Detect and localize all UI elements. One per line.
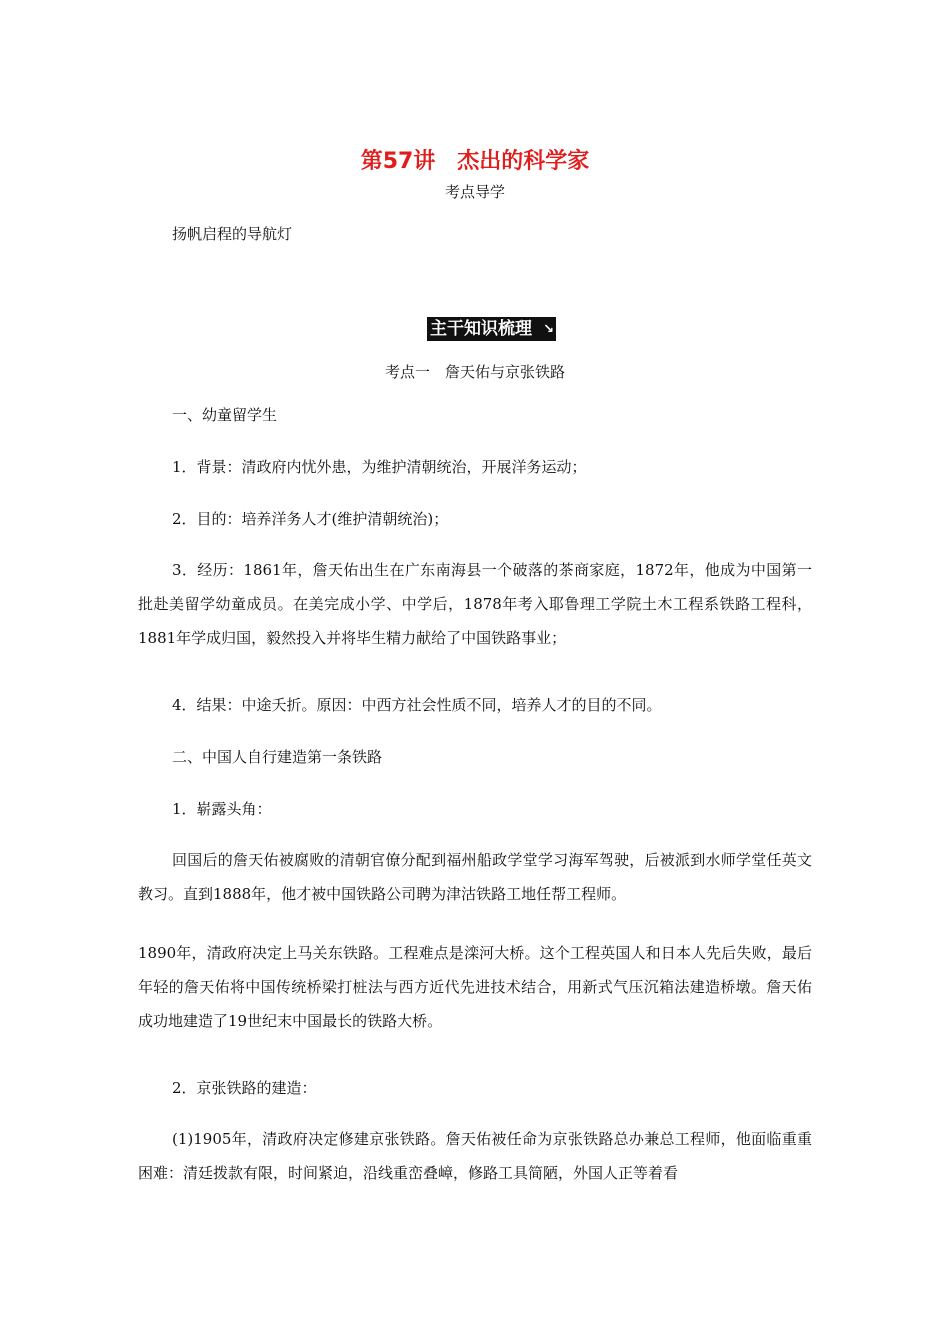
paragraph-bridge: 1890年，清政府决定上马关东铁路。工程难点是滦河大桥。这个工程英国人和日本人先后失败，最后年轻的詹天佑将中国传统桥梁打桩法与西方近代先进技术结合，用新式气压沉箱法建造桥墩。詹天佑成功地建造了19世纪末中国最长的铁路大桥。 xyxy=(138,944,812,1030)
arrow-down-right-icon: ↘ xyxy=(543,322,554,337)
paragraph-emerge: 1．崭露头角： xyxy=(172,800,272,818)
page-subtitle: 考点导学 xyxy=(444,183,505,201)
banner-label: 主干知识梳理 xyxy=(430,319,532,339)
paragraph-jingzhang-1: (1)1905年，清政府决定修建京张铁路。詹天佑被任命为京张铁路总办兼总工程师，他面临重重困难：清廷拨款有限，时间紧迫，沿线重峦叠嶂，修路工具简陋，外国人正等着看 xyxy=(138,1130,812,1182)
paragraph-heading-1: 一、幼童留学生 xyxy=(172,406,278,424)
paragraph-experience: 3．经历：1861年，詹天佑出生在广东南海县一个破落的茶商家庭，1872年，他成为中国第一批赴美留学幼童成员。在美完成小学、中学后，1878年考入耶鲁理工学院土木工程系铁路工程科，1881年学成归国，毅然投入并将毕生精力献给了中国铁路事业； xyxy=(138,561,812,647)
section-heading: 考点一 詹天佑与京张铁路 xyxy=(384,363,565,381)
page-title: 第57讲 杰出的科学家 xyxy=(360,149,590,174)
section-banner xyxy=(427,317,556,341)
paragraph-result: 4．结果：中途夭折。原因：中西方社会性质不同，培养人才的目的不同。 xyxy=(172,696,662,714)
paragraph-background: 1．背景：清政府内忧外患，为维护清朝统治，开展洋务运动； xyxy=(172,458,587,476)
paragraph-return: 回国后的詹天佑被腐败的清朝官僚分配到福州船政学堂学习海军驾驶，后被派到水师学堂任英文教习。直到1888年，他才被中国铁路公司聘为津沽铁路工地任帮工程师。 xyxy=(138,851,812,903)
paragraph-jingzhang-heading: 2．京张铁路的建造： xyxy=(172,1079,317,1097)
paragraph-purpose: 2．目的：培养洋务人才(维护清朝统治)； xyxy=(172,510,449,528)
guide-heading: 扬帆启程的导航灯 xyxy=(172,225,293,243)
paragraph-heading-2: 二、中国人自行建造第一条铁路 xyxy=(172,748,383,766)
